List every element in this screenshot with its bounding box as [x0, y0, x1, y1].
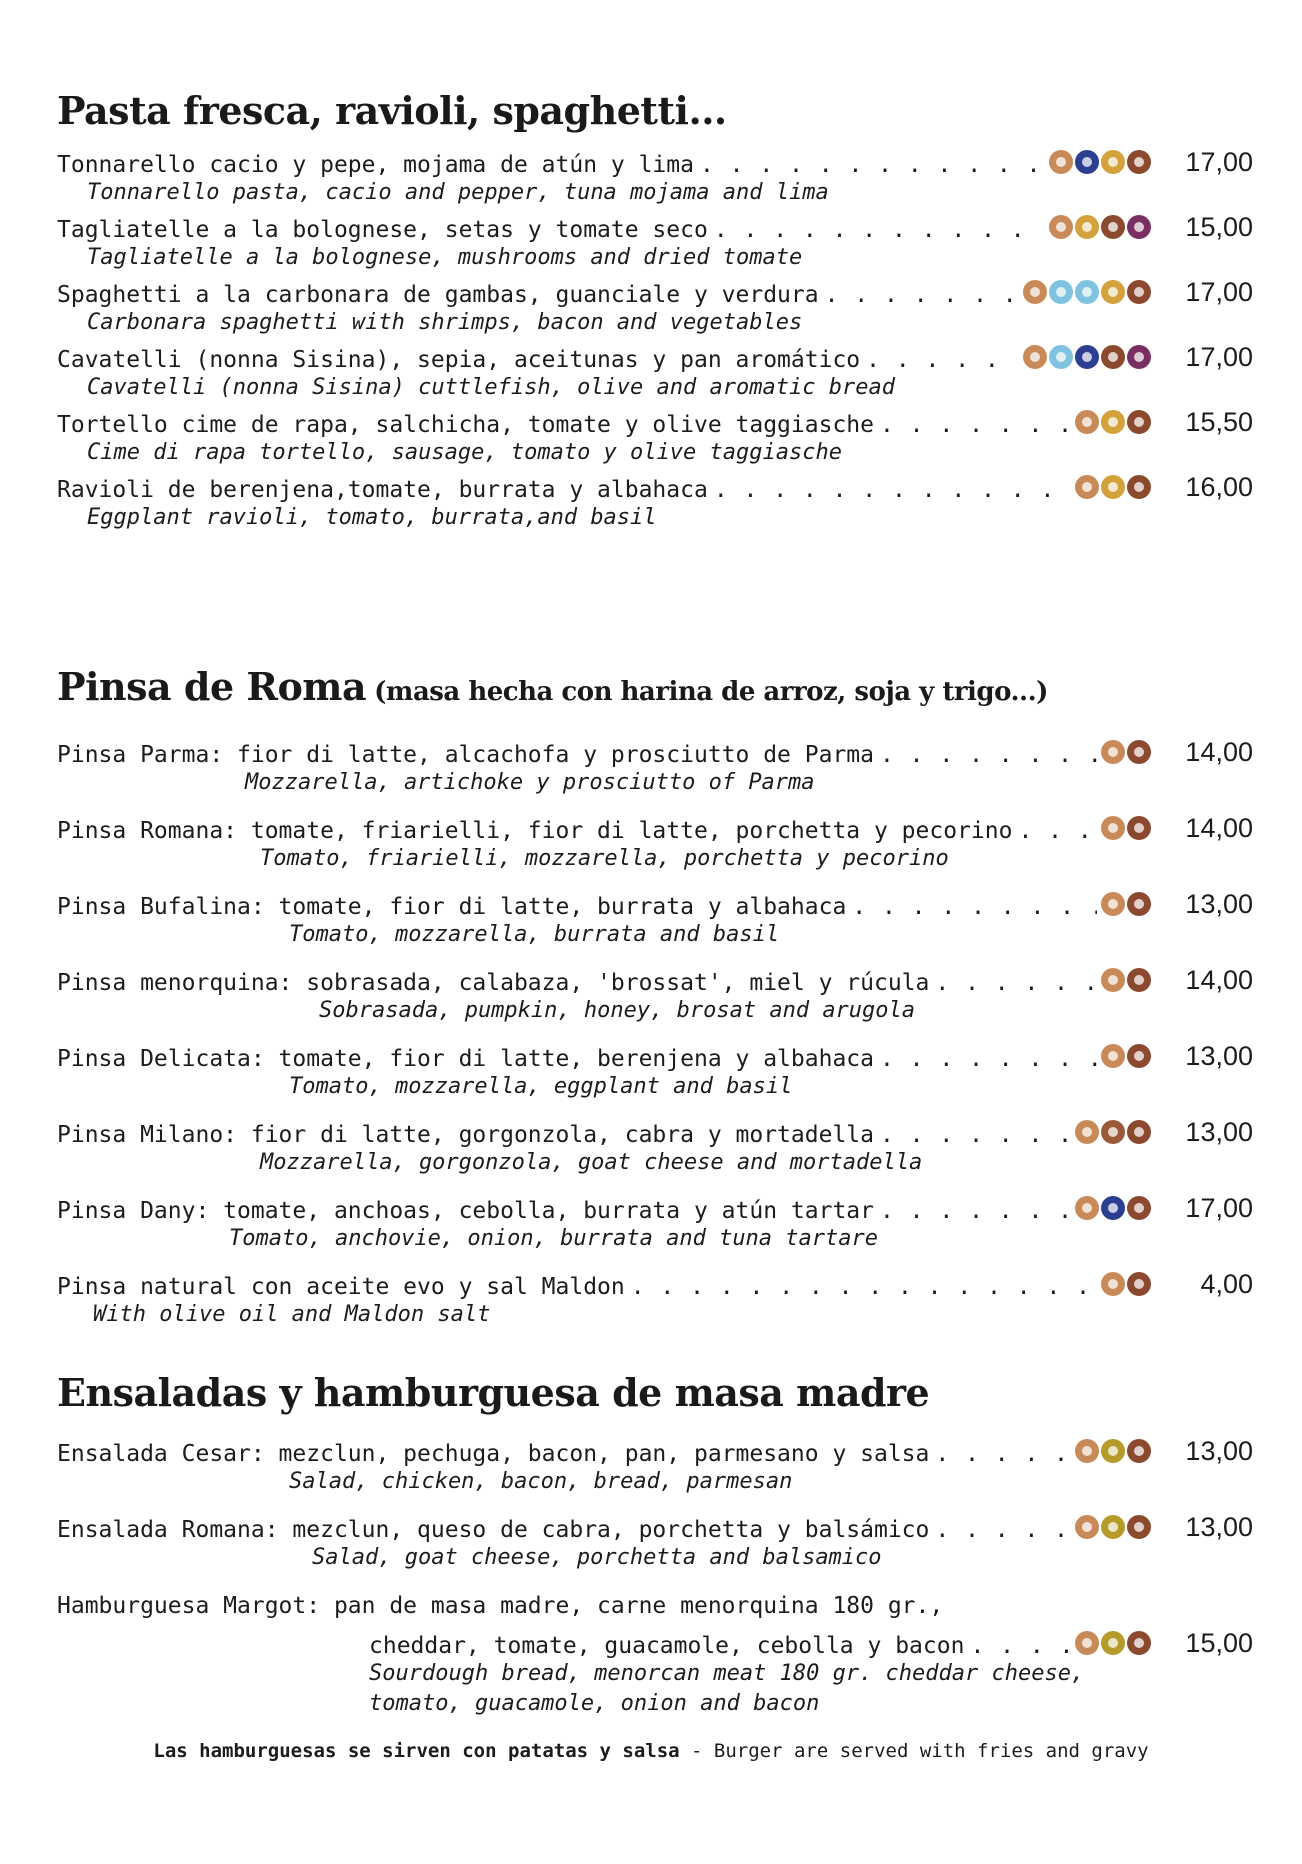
menu-item	[57, 960, 1253, 1026]
celery-icon	[1127, 215, 1151, 239]
milk-icon	[1127, 968, 1151, 992]
allergen-icons	[1101, 816, 1151, 840]
egg-icon	[1101, 410, 1125, 434]
item-price: 17,00	[1185, 277, 1253, 307]
item-translation: Salad, chicken, bacon, bread, parmesan	[289, 1469, 793, 1494]
item-price: 14,00	[1185, 737, 1253, 767]
egg-icon	[1101, 475, 1125, 499]
item-translation: Tagliatelle a la bolognese, mushrooms and dried tomate	[87, 245, 803, 270]
milk-icon	[1127, 410, 1151, 434]
gluten-icon	[1075, 1631, 1099, 1655]
mustard-icon	[1101, 1631, 1125, 1655]
menu-item	[57, 467, 1253, 533]
milk-icon	[1127, 475, 1151, 499]
item-name: Hamburguesa Margot: pan de masa madre, carne menorquina 180 gr.,	[57, 1593, 944, 1619]
item-name: Pinsa Milano: fior di latte, gorgonzola, cabra y mortadella	[57, 1122, 874, 1148]
dot-leader	[819, 282, 1019, 308]
item-name: Spaghetti a la carbonara de gambas, guanciale y verdura	[57, 282, 819, 308]
item-name: Pinsa Delicata: tomate, fior di latte, berenjena y albahaca	[57, 1046, 874, 1072]
allergen-icons	[1075, 410, 1151, 434]
egg-icon	[1101, 280, 1125, 304]
dot-leader	[625, 1274, 1097, 1300]
item-translation: Tonnarello pasta, cacio and pepper, tuna mojama and lima	[87, 180, 829, 205]
shellfish-icon	[1049, 280, 1073, 304]
milk-icon	[1127, 892, 1151, 916]
item-price: 4,00	[1200, 1269, 1253, 1299]
allergen-icons	[1075, 1120, 1151, 1144]
footnote-en: Burger are served with fries and gravy	[713, 1740, 1149, 1762]
section-title-text: Ensaladas y hamburguesa de masa madre	[57, 1370, 930, 1415]
celery-icon	[1127, 345, 1151, 369]
item-price: 13,00	[1185, 889, 1253, 919]
dot-leader	[929, 970, 1097, 996]
item-name: Ensalada Cesar: mezclun, pechuga, bacon, pan, parmesano y salsa	[57, 1441, 930, 1467]
menu-item	[57, 142, 1253, 208]
fish-icon	[1075, 345, 1099, 369]
fish-icon	[1101, 1196, 1125, 1220]
dot-leader	[929, 1517, 1071, 1543]
item-price: 17,00	[1185, 1193, 1253, 1223]
item-name: Ensalada Romana: mezclun, queso de cabra, porchetta y balsámico	[57, 1517, 930, 1543]
gluten-icon	[1049, 215, 1073, 239]
allergen-icons	[1049, 215, 1151, 239]
item-translation: Carbonara spaghetti with shrimps, bacon and vegetables	[87, 310, 803, 335]
item-translation: Cime di rapa tortello, sausage, tomato y olive taggiasche	[87, 440, 842, 465]
egg-icon	[1075, 215, 1099, 239]
item-price: 14,00	[1185, 965, 1253, 995]
fish-icon	[1075, 150, 1099, 174]
mustard-icon	[1101, 1515, 1125, 1539]
gluten-icon	[1023, 280, 1047, 304]
item-price: 13,00	[1185, 1512, 1253, 1542]
menu-item	[57, 808, 1253, 874]
milk-icon	[1127, 740, 1151, 764]
item-translation: Cavatelli (nonna Sisina) cuttlefish, olive and aromatic bread	[87, 375, 895, 400]
gluten-icon	[1101, 740, 1125, 764]
milk-icon	[1127, 1631, 1151, 1655]
dot-leader	[860, 347, 1019, 373]
menu-item	[57, 884, 1253, 950]
item-price: 13,00	[1185, 1041, 1253, 1071]
item-translation: Eggplant ravioli, tomato, burrata,and basil	[87, 505, 657, 530]
dot-leader	[708, 217, 1045, 243]
item-name-continuation: cheddar, tomate, guacamole, cebolla y bacon	[369, 1633, 965, 1659]
dot-leader	[694, 152, 1045, 178]
shellfish-icon	[1049, 345, 1073, 369]
section-title-text: Pasta fresca, ravioli, spaghetti...	[57, 88, 727, 133]
gluten-icon	[1075, 1439, 1099, 1463]
menu-item	[57, 402, 1253, 468]
gluten-icon	[1049, 150, 1073, 174]
item-name: Tagliatelle a la bolognese, setas y tomate seco	[57, 217, 708, 243]
gluten-icon	[1101, 816, 1125, 840]
gluten-icon	[1101, 1272, 1125, 1296]
dot-leader	[874, 1046, 1097, 1072]
item-name: Pinsa Dany: tomate, anchoas, cebolla, burrata y atún tartar	[57, 1198, 874, 1224]
allergen-icons	[1049, 150, 1151, 174]
item-name: Tonnarello cacio y pepe, mojama de atún y lima	[57, 152, 694, 178]
menu-item	[57, 1431, 1253, 1497]
item-translation: Tomato, mozzarella, eggplant and basil	[289, 1074, 793, 1099]
allergen-icons	[1023, 345, 1151, 369]
allergen-icons	[1075, 1196, 1151, 1220]
section-title-text: Pinsa de Roma	[57, 664, 367, 709]
dot-leader	[874, 1198, 1071, 1224]
milk-icon	[1127, 1044, 1151, 1068]
menu-item	[57, 1036, 1253, 1102]
dot-leader	[874, 742, 1097, 768]
gluten-icon	[1101, 1044, 1125, 1068]
item-translation: Mozzarella, gorgonzola, goat cheese and mortadella	[260, 1150, 923, 1175]
menu-item	[57, 1583, 1253, 1719]
footnote	[0, 1740, 1302, 1762]
allergen-icons	[1101, 1272, 1151, 1296]
allergen-icons	[1101, 968, 1151, 992]
section-title-pasta	[57, 88, 727, 133]
item-price: 17,00	[1185, 147, 1253, 177]
item-name: Pinsa Romana: tomate, friarielli, fior di latte, porchetta y pecorino	[57, 818, 1013, 844]
item-price: 14,00	[1185, 813, 1253, 843]
item-translation: Sobrasada, pumpkin, honey, brosat and arugola	[319, 998, 916, 1023]
item-price: 15,00	[1185, 1628, 1253, 1658]
menu-item	[57, 1507, 1253, 1573]
item-name: Pinsa Bufalina: tomate, fior di latte, burrata y albahaca	[57, 894, 847, 920]
milk-icon	[1127, 280, 1151, 304]
milk-icon	[1127, 1272, 1151, 1296]
milk-icon	[1127, 1196, 1151, 1220]
item-price: 15,50	[1185, 407, 1253, 437]
menu-item	[57, 207, 1253, 273]
gluten-icon	[1075, 475, 1099, 499]
nuts-icon	[1101, 1120, 1125, 1144]
dot-leader	[1012, 818, 1097, 844]
footnote-separator: -	[679, 1740, 714, 1762]
shellfish-icon	[1075, 280, 1099, 304]
milk-icon	[1127, 1515, 1151, 1539]
item-name: Ravioli de berenjena,tomate, burrata y albahaca	[57, 477, 708, 503]
gluten-icon	[1075, 410, 1099, 434]
allergen-icons	[1101, 892, 1151, 916]
item-name: Tortello cime de rapa, salchicha, tomate y olive taggiasche	[57, 412, 874, 438]
item-translation: Tomato, mozzarella, burrata and basil	[289, 922, 780, 947]
gluten-icon	[1023, 345, 1047, 369]
item-price: 16,00	[1185, 472, 1253, 502]
menu-item	[57, 1264, 1253, 1330]
milk-icon	[1101, 345, 1125, 369]
milk-icon	[1127, 816, 1151, 840]
item-name: Cavatelli (nonna Sisina), sepia, aceitunas y pan aromático	[57, 347, 861, 373]
menu-item	[57, 1188, 1253, 1254]
allergen-icons	[1101, 740, 1151, 764]
item-translation: Salad, goat cheese, porchetta and balsamico	[312, 1545, 882, 1570]
menu-item	[57, 1112, 1253, 1178]
dot-leader	[708, 477, 1071, 503]
milk-icon	[1127, 1439, 1151, 1463]
gluten-icon	[1075, 1515, 1099, 1539]
dot-leader	[929, 1441, 1071, 1467]
item-name: Pinsa menorquina: sobrasada, calabaza, 'brossat', miel y rúcula	[57, 970, 930, 996]
item-price: 13,00	[1185, 1436, 1253, 1466]
section-title-pinsa	[57, 664, 1048, 709]
allergen-icons	[1075, 475, 1151, 499]
item-translation-line-2: tomato, guacamole, onion and bacon	[369, 1691, 820, 1716]
dot-leader	[874, 412, 1071, 438]
gluten-icon	[1101, 892, 1125, 916]
allergen-icons	[1023, 280, 1151, 304]
item-price: 15,00	[1185, 212, 1253, 242]
milk-icon	[1127, 1120, 1151, 1144]
menu-item	[57, 732, 1253, 798]
gluten-icon	[1075, 1120, 1099, 1144]
section-title-ensaladas	[57, 1370, 929, 1415]
allergen-icons	[1101, 1044, 1151, 1068]
item-translation: Mozzarella, artichoke y prosciutto of Parma	[245, 770, 815, 795]
mustard-icon	[1101, 1439, 1125, 1463]
allergen-icons	[1075, 1439, 1151, 1463]
gluten-icon	[1101, 968, 1125, 992]
item-translation: Sourdough bread, menorcan meat 180 gr. cheddar cheese,	[369, 1661, 1085, 1686]
egg-icon	[1101, 150, 1125, 174]
section-subtitle: (masa hecha con harina de arroz, soja y trigo...)	[374, 677, 1048, 707]
menu-item	[57, 272, 1253, 338]
milk-icon	[1101, 215, 1125, 239]
dot-leader	[874, 1122, 1071, 1148]
item-price: 17,00	[1185, 342, 1253, 372]
allergen-icons	[1075, 1515, 1151, 1539]
item-translation: Tomato, friarielli, mozzarella, porchetta y pecorino	[260, 846, 949, 871]
item-name: Pinsa natural con aceite evo y sal Maldon	[57, 1274, 625, 1300]
allergen-icons	[1075, 1631, 1151, 1655]
item-translation: With olive oil and Maldon salt	[93, 1302, 491, 1327]
menu-item	[57, 337, 1253, 403]
gluten-icon	[1075, 1196, 1099, 1220]
item-name: Pinsa Parma: fior di latte, alcachofa y prosciutto de Parma	[57, 742, 874, 768]
item-price: 13,00	[1185, 1117, 1253, 1147]
item-translation: Tomato, anchovie, onion, burrata and tuna tartare	[229, 1226, 879, 1251]
dot-leader	[846, 894, 1097, 920]
dot-leader	[964, 1633, 1071, 1659]
footnote-es: Las hamburguesas se sirven con patatas y salsa	[153, 1740, 680, 1762]
milk-icon	[1127, 150, 1151, 174]
